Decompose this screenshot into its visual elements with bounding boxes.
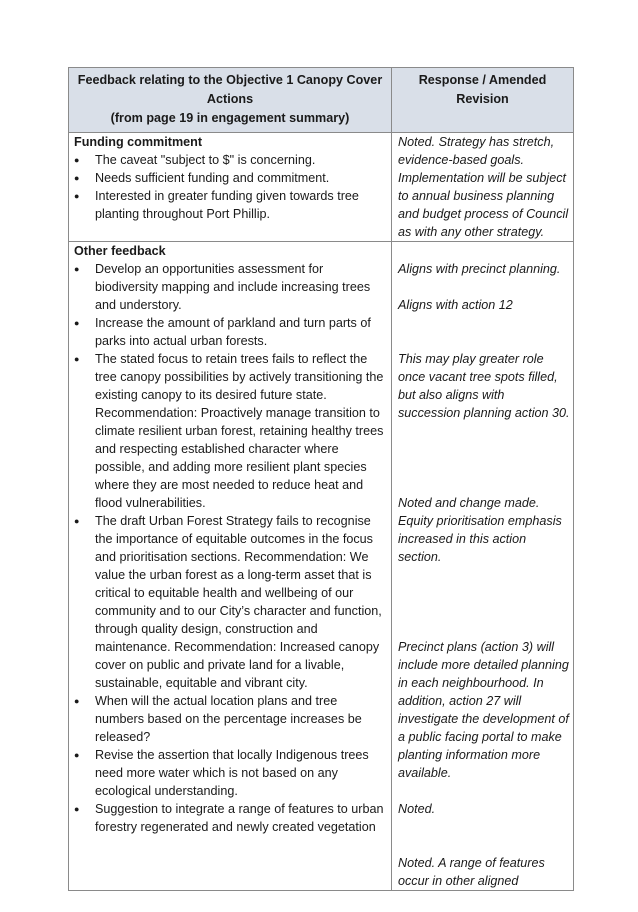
spacer: [398, 422, 570, 494]
header-feedback-column: [69, 68, 392, 133]
bullet-icon: ●: [74, 264, 80, 274]
feedback-list-other: [69, 260, 387, 836]
feedback-text: The caveat "subject to $" is concerning.: [95, 153, 316, 167]
header-feedback-source: (from page 19 in engagement summary): [110, 111, 350, 125]
table-header-row: [69, 68, 574, 133]
feedback-response-table: [68, 67, 574, 891]
feedback-text: Increase the amount of parkland and turn parts of parks into actual urban forests.: [95, 316, 371, 348]
feedback-text: Interested in greater funding given towards tree planting throughout Port Phillip.: [95, 189, 359, 221]
spacer: [398, 566, 570, 638]
feedback-text: Develop an opportunities assessment for biodiversity mapping and include increasing trees and understory.: [95, 262, 371, 312]
bullet-icon: ●: [74, 191, 80, 201]
list-item: [69, 187, 387, 223]
feedback-text: Suggestion to integrate a range of features to urban forestry regenerated and newly created vegetation: [95, 802, 384, 834]
table-row-other-feedback: [69, 242, 574, 891]
bullet-icon: ●: [74, 750, 80, 760]
header-feedback-title-line2: Actions: [206, 92, 254, 106]
response-cell-other: [392, 242, 574, 891]
response-cell-funding: [392, 133, 574, 242]
response-text: Aligns with action 12: [398, 298, 513, 312]
bullet-icon: ●: [74, 354, 80, 364]
list-item: [69, 314, 387, 350]
list-item: [69, 512, 387, 692]
list-item: [69, 260, 387, 314]
section-title-funding: Funding commitment: [74, 135, 203, 149]
header-response-title-line1: Response / Amended: [418, 73, 547, 87]
spacer: [398, 242, 570, 260]
response-text: Noted. Strategy has stretch, evidence-based goals. Implementation will be subject to annual business planning and budget process of Council as with any other strategy.: [398, 135, 569, 239]
response-text: Noted and change made. Equity prioritisation emphasis increased in this action section.: [398, 496, 562, 564]
header-response-column: [392, 68, 574, 133]
response-text: Aligns with precinct planning.: [398, 262, 561, 276]
feedback-text: When will the actual location plans and tree numbers based on the percentage increases be released?: [95, 694, 362, 744]
bullet-icon: ●: [74, 173, 80, 183]
list-item: [69, 151, 387, 169]
table-row-funding-commitment: [69, 133, 574, 242]
bullet-icon: ●: [74, 155, 80, 165]
feedback-text: The stated focus to retain trees fails to reflect the tree canopy possibilities by actively transitioning the existing canopy to its desired future state. Recommendation: Proactively manage transition to climate resilient urban forest, retaining healthy trees and respecting established character where possible, and adding more resilient plant species where they are most needed to reduce heat and flood vulnerabilities.: [95, 352, 384, 510]
bullet-icon: ●: [74, 516, 80, 526]
feedback-cell-other: [69, 242, 392, 891]
response-text: Precinct plans (action 3) will include more detailed planning in each neighbourhood. In addition, action 27 will investigate the development of a public facing portal to make planting information more available.: [398, 640, 569, 780]
list-item: [69, 800, 387, 836]
bullet-icon: ●: [74, 318, 80, 328]
response-text: Noted.: [398, 802, 436, 816]
spacer: [398, 278, 570, 296]
response-text: Noted. A range of features occur in other aligned: [398, 856, 545, 888]
feedback-list-funding: [69, 151, 387, 223]
list-item: [69, 169, 387, 187]
list-item: [69, 692, 387, 746]
list-item: [69, 350, 387, 512]
header-response-title-line2: Revision: [456, 92, 509, 106]
section-title-other: Other feedback: [74, 244, 166, 258]
list-item: [69, 746, 387, 800]
response-text: This may play greater role once vacant tree spots filled, but also aligns with succession planning action 30.: [398, 352, 570, 420]
spacer: [398, 818, 570, 854]
bullet-icon: ●: [74, 804, 80, 814]
feedback-text: Needs sufficient funding and commitment.: [95, 171, 330, 185]
header-feedback-title-line1: Feedback relating to the Objective 1 Canopy Cover: [77, 73, 383, 87]
spacer: [398, 782, 570, 800]
bullet-icon: ●: [74, 696, 80, 706]
feedback-text: Revise the assertion that locally Indigenous trees need more water which is not based on any ecological understanding.: [95, 748, 369, 798]
spacer: [398, 314, 570, 350]
feedback-text: The draft Urban Forest Strategy fails to recognise the importance of equitable outcomes in the focus and prioritisation sections. Recommendation: We value the urban forest as a long-term asset that is critical to equitable health and wellbeing of our community and to our City’s character and function, through quality design, construction and maintenance. Recommendation: Increased canopy cover on public and private land for a livable, sustainable, equitable and vibrant city.: [95, 514, 382, 690]
feedback-cell-funding: [69, 133, 392, 242]
